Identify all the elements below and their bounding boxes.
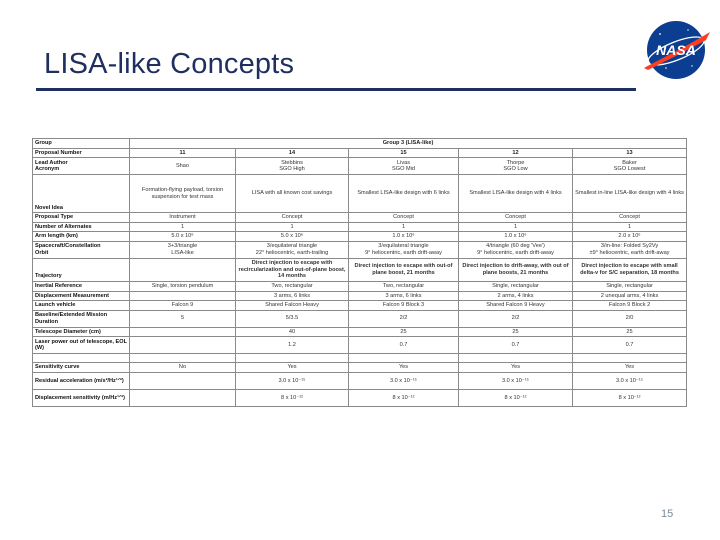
logo-text: NASA — [656, 42, 696, 58]
residual-acceleration-cell: 3.0 x 10⁻¹⁵ — [349, 372, 459, 389]
alternates-cell: 1 — [459, 222, 573, 232]
arm-length-cell: 5.0 x 10⁶ — [130, 232, 236, 242]
lead-author-cell: Livas SGO Mid — [349, 158, 459, 175]
duration-cell: 2/2 — [459, 310, 573, 327]
lead-author-cell: Shao — [130, 158, 236, 175]
row-label-line: Lead Author — [35, 159, 68, 166]
alternates-cell: 1 — [130, 222, 236, 232]
duration-cell: 5/3.5 — [236, 310, 349, 327]
table-row — [33, 158, 687, 175]
residual-acceleration-cell: 3.0 x 10⁻¹⁵ — [236, 372, 349, 389]
displacement-sensitivity-cell: 8 x 10⁻¹² — [236, 389, 349, 406]
row-label: Telescope Diameter (cm) — [33, 327, 130, 337]
launch-vehicle-cell: Falcon 9 Block 3 — [349, 301, 459, 311]
table-row — [33, 175, 687, 213]
logo-star — [659, 33, 661, 35]
proposal-type-cell: Concept — [349, 213, 459, 223]
duration-cell: 2/0 — [573, 310, 687, 327]
row-label: Trajectory — [33, 258, 130, 281]
telescope-cell: 25 — [349, 327, 459, 337]
slide-title: LISA-like Concepts — [44, 48, 295, 80]
sensitivity-curve-cell: Yes — [459, 363, 573, 373]
alternates-cell: 1 — [236, 222, 349, 232]
row-label: Baseline/Extended Mission Duration — [33, 310, 130, 327]
table-row — [33, 281, 687, 291]
sensitivity-curve-cell: Yes — [349, 363, 459, 373]
row-label: Launch vehicle — [33, 301, 130, 311]
displacement-measurement-cell — [130, 291, 236, 301]
table-row — [33, 327, 687, 337]
trajectory-cell: Direct injection to drift-away, with out of plane boosts, 21 months — [459, 258, 573, 281]
proposal-number-cell: 13 — [573, 148, 687, 158]
table-row — [33, 337, 687, 354]
logo-star — [687, 29, 688, 30]
novel-idea-cell: Smallest LISA-like design with 6 links — [349, 175, 459, 213]
proposal-number-cell: 15 — [349, 148, 459, 158]
proposal-number-cell: 11 — [130, 148, 236, 158]
displacement-sensitivity-cell — [130, 389, 236, 406]
table-row — [33, 232, 687, 242]
row-label — [33, 241, 130, 258]
row-label: Inertial Reference — [33, 281, 130, 291]
displacement-sensitivity-cell: 8 x 10⁻¹² — [573, 389, 687, 406]
residual-acceleration-cell — [130, 372, 236, 389]
lead-author-cell: Baker SGO Lowest — [573, 158, 687, 175]
row-label-line: Acronym — [35, 166, 60, 173]
table-row — [33, 241, 687, 258]
concepts-table — [32, 138, 687, 407]
lead-author-cell: Stebbins SGO High — [236, 158, 349, 175]
row-label: Displacement Measurement — [33, 291, 130, 301]
launch-vehicle-cell: Shared Falcon 9 Heavy — [459, 301, 573, 311]
spacecraft-orbit-cell: 3/equilateral triangle 22° heliocentric, earth-trailing — [236, 241, 349, 258]
logo-star — [665, 67, 667, 69]
inertial-reference-cell: Single, rectangular — [573, 281, 687, 291]
arm-length-cell: 2.0 x 10⁶ — [573, 232, 687, 242]
arm-length-cell: 1.0 x 10⁶ — [349, 232, 459, 242]
table-row — [33, 372, 687, 389]
table-row — [33, 139, 687, 149]
title-underline — [36, 88, 636, 91]
laser-power-cell: 0.7 — [573, 337, 687, 354]
row-label: Proposal Number — [33, 148, 130, 158]
novel-idea-cell: LISA with all known cost savings — [236, 175, 349, 213]
table-row — [33, 222, 687, 232]
row-label: Laser power out of telescope, EOL (W) — [33, 337, 130, 354]
concepts-table-container — [32, 138, 686, 407]
alternates-cell: 1 — [573, 222, 687, 232]
duration-cell: 5 — [130, 310, 236, 327]
residual-acceleration-cell: 3.0 x 10⁻¹⁵ — [573, 372, 687, 389]
telescope-cell: 40 — [236, 327, 349, 337]
launch-vehicle-cell: Falcon 9 Block 2 — [573, 301, 687, 311]
telescope-cell — [130, 327, 236, 337]
arm-length-cell: 1.0 x 10⁶ — [459, 232, 573, 242]
laser-power-cell: 0.7 — [459, 337, 573, 354]
telescope-cell: 25 — [573, 327, 687, 337]
displacement-measurement-cell: 3 arms, 6 links — [349, 291, 459, 301]
residual-acceleration-cell: 3.0 x 10⁻¹⁵ — [459, 372, 573, 389]
proposal-type-cell: Concept — [573, 213, 687, 223]
displacement-measurement-cell: 2 unequal arms, 4 links — [573, 291, 687, 301]
inertial-reference-cell: Two, rectangular — [349, 281, 459, 291]
trajectory-cell: Direct injection to escape with recircularization and out-of-plane boost, 14 months — [236, 258, 349, 281]
spacecraft-orbit-cell: 3/equilateral triangle 9° heliocentric, earth drift-away — [349, 241, 459, 258]
empty-cell — [459, 354, 573, 363]
laser-power-cell: 0.7 — [349, 337, 459, 354]
novel-idea-cell: Formation-flying payload, torsion suspension for test mass — [130, 175, 236, 213]
table-row — [33, 389, 687, 406]
trajectory-cell — [130, 258, 236, 281]
proposal-type-cell: Concept — [236, 213, 349, 223]
group-header: Group 3 (LISA-like) — [130, 139, 687, 149]
nasa-logo — [640, 14, 712, 86]
table-row — [33, 363, 687, 373]
displacement-measurement-cell: 2 arms, 4 links — [459, 291, 573, 301]
launch-vehicle-cell: Shared Falcon Heavy — [236, 301, 349, 311]
row-label-line: Orbit — [35, 249, 49, 256]
sensitivity-curve-cell: Yes — [573, 363, 687, 373]
table-row — [33, 310, 687, 327]
row-label: Sensitivity curve — [33, 363, 130, 373]
table-row — [33, 301, 687, 311]
displacement-measurement-cell: 3 arms, 6 links — [236, 291, 349, 301]
row-label: Arm length (km) — [33, 232, 130, 242]
logo-star — [691, 65, 692, 66]
alternates-cell: 1 — [349, 222, 459, 232]
table-row — [33, 291, 687, 301]
telescope-cell: 25 — [459, 327, 573, 337]
page-number: 15 — [661, 508, 674, 520]
inertial-reference-cell: Single, torsion pendulum — [130, 281, 236, 291]
sensitivity-curve-cell: Yes — [236, 363, 349, 373]
spacecraft-orbit-cell: 3/in-line: Folded Sy2Vy ±9° heliocentric, earth drift-away — [573, 241, 687, 258]
row-label: Number of Alternates — [33, 222, 130, 232]
table-row — [33, 213, 687, 223]
row-label: Displacement sensitivity (m/Hz¹ᐟ²) — [33, 389, 130, 406]
inertial-reference-cell: Single, rectangular — [459, 281, 573, 291]
row-label: Group — [33, 139, 130, 149]
proposal-type-cell: Instrument — [130, 213, 236, 223]
trajectory-cell: Direct injection to escape with small delta-v for S/C separation, 18 months — [573, 258, 687, 281]
empty-cell — [349, 354, 459, 363]
laser-power-cell: 1.2 — [236, 337, 349, 354]
novel-idea-cell: Smallest LISA-like design with 4 links — [459, 175, 573, 213]
displacement-sensitivity-cell: 8 x 10⁻¹² — [459, 389, 573, 406]
table-row — [33, 148, 687, 158]
laser-power-cell — [130, 337, 236, 354]
empty-cell — [236, 354, 349, 363]
trajectory-cell: Direct injection to escape with out-of plane boost, 21 months — [349, 258, 459, 281]
inertial-reference-cell: Two, rectangular — [236, 281, 349, 291]
row-label: Novel Idea — [33, 175, 130, 213]
row-label-line: Spacecraft/Constellation — [35, 243, 101, 250]
row-label: Proposal Type — [33, 213, 130, 223]
empty-cell — [130, 354, 236, 363]
displacement-sensitivity-cell: 8 x 10⁻¹² — [349, 389, 459, 406]
proposal-type-cell: Concept — [459, 213, 573, 223]
lead-author-cell: Thorpe SGO Low — [459, 158, 573, 175]
table-row — [33, 354, 687, 363]
duration-cell: 2/2 — [349, 310, 459, 327]
spacecraft-orbit-cell: 3+3/triangle LISA-like — [130, 241, 236, 258]
row-label — [33, 354, 130, 363]
arm-length-cell: 5.0 x 10⁶ — [236, 232, 349, 242]
launch-vehicle-cell: Falcon 9 — [130, 301, 236, 311]
proposal-number-cell: 12 — [459, 148, 573, 158]
spacecraft-orbit-cell: 4/triangle (60 deg 'Vee') 9° heliocentric, earth drift-away — [459, 241, 573, 258]
sensitivity-curve-cell: No — [130, 363, 236, 373]
row-label: Residual acceleration (m/s²/Hz¹ᐟ²) — [33, 372, 130, 389]
empty-cell — [573, 354, 687, 363]
proposal-number-cell: 14 — [236, 148, 349, 158]
row-label — [33, 158, 130, 175]
table-row — [33, 258, 687, 281]
novel-idea-cell: Smallest in-line LISA-like design with 4 links — [573, 175, 687, 213]
